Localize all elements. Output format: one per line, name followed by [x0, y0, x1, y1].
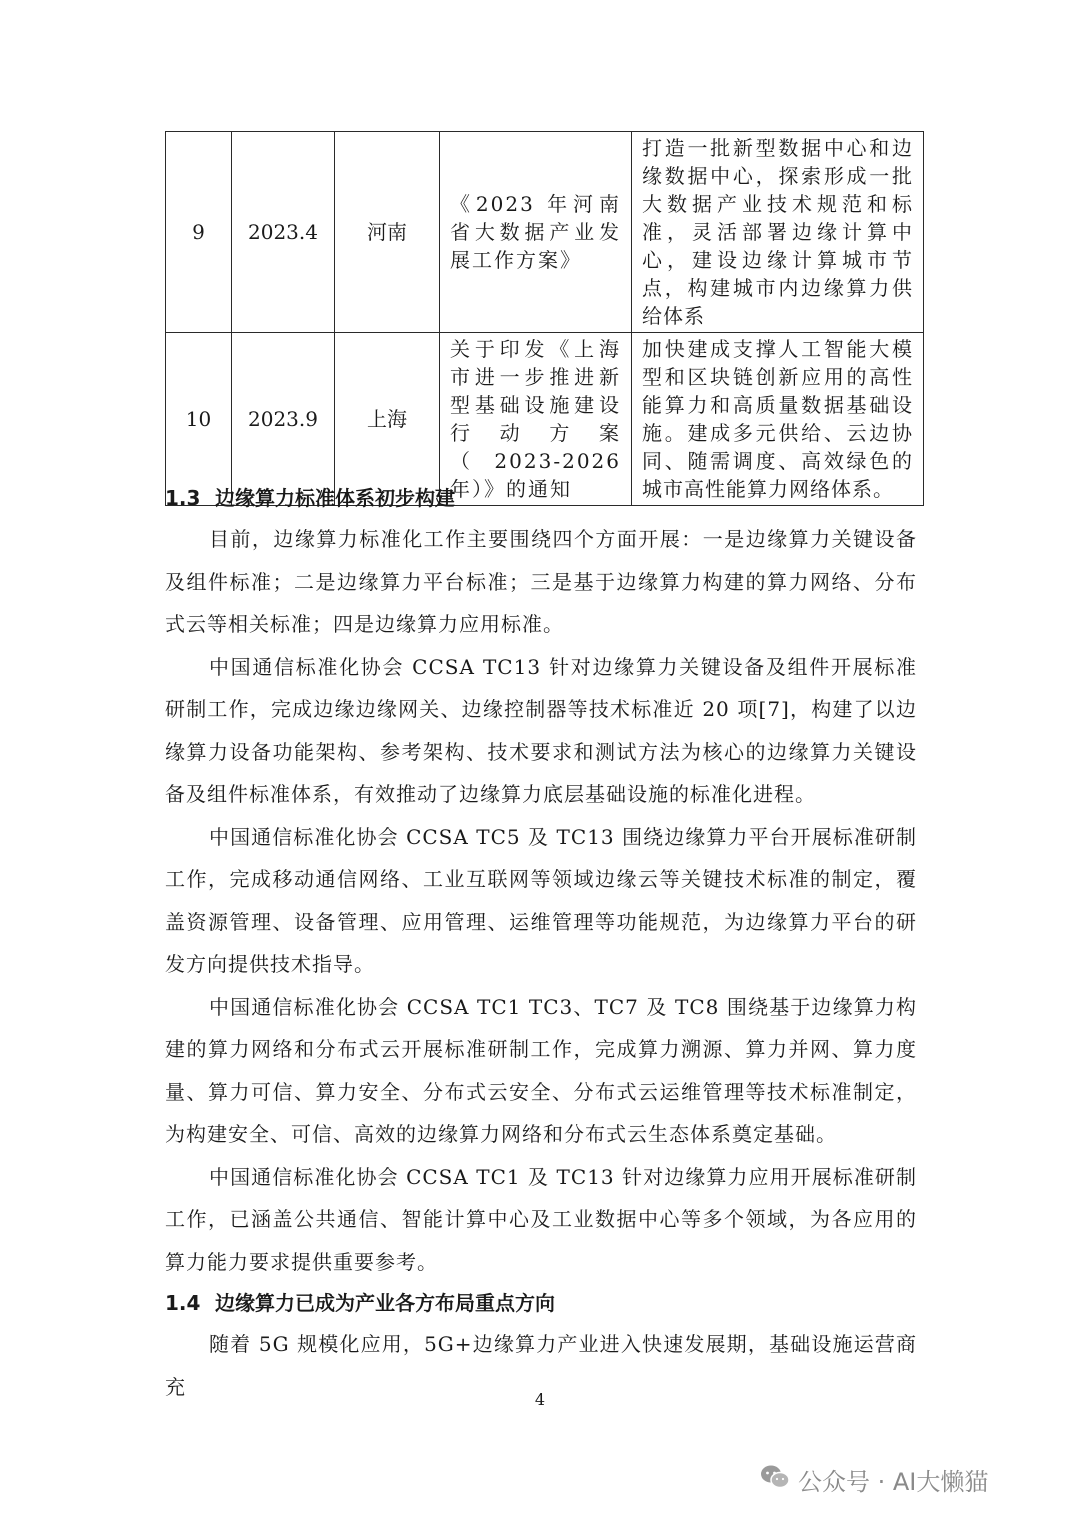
row-date: 2023.4: [232, 132, 335, 333]
section-heading: [165, 1283, 917, 1323]
paragraph: 中国通信标准化协会 CCSA TC1 TC3、TC7 及 TC8 围绕基于边缘算力构建的算力网络和分布式云开展标准研制工作，完成算力溯源、算力并网、算力度量、算力可信、算力安全、分布式云安全、分布式云运维管理等技术标准制定，为构建安全、可信、高效的边缘算力网络和分布式云生态体系奠定基础。: [165, 994, 917, 1146]
row-number: 10: [166, 333, 232, 506]
policy-table: [165, 131, 924, 506]
section-number: 1.3: [165, 486, 201, 510]
row-date: 2023.9: [232, 333, 335, 506]
paragraph: 目前，边缘算力标准化工作主要围绕四个方面开展：一是边缘算力关键设备及组件标准；二是边缘算力平台标准；三是基于边缘算力构建的算力网络、分布式云等相关标准；四是边缘算力应用标准。: [165, 527, 917, 636]
watermark: [760, 1462, 988, 1497]
section-title: 边缘算力标准体系初步构建: [215, 486, 455, 510]
row-number: 9: [166, 132, 232, 333]
paragraph: 中国通信标准化协会 CCSA TC13 针对边缘算力关键设备及组件开展标准研制工作，完成边缘边缘网关、边缘控制器等技术标准近 20 项[7]，构建了以边缘算力设备功能架构、参考架构、技术要求和测试方法为核心的边缘算力关键设备及组件标准体系，有效推动了边缘算力底层基础设施的标准化进程。: [165, 654, 917, 806]
row-document: 《2023 年河南省大数据产业发展工作方案》: [440, 132, 632, 333]
row-content: 打造一批新型数据中心和边缘数据中心，探索形成一批大数据产业技术规范和标准，灵活部署边缘计算中心，建设边缘计算城市节点，构建城市内边缘算力供给体系: [632, 132, 924, 333]
paragraph: 中国通信标准化协会 CCSA TC5 及 TC13 围绕边缘算力平台开展标准研制工作，完成移动通信网络、工业互联网等领域边缘云等关键技术标准的制定，覆盖资源管理、设备管理、应用管理、运维管理等功能规范，为边缘算力平台的研发方向提供技术指导。: [165, 824, 917, 976]
row-province: 上海: [335, 333, 440, 506]
page-number: 4: [534, 1390, 546, 1409]
section-heading: [165, 478, 917, 518]
table-row: [166, 132, 924, 333]
paragraph: 随着 5G 规模化应用，5G+边缘算力产业进入快速发展期，基础设施运营商充: [165, 1332, 917, 1399]
row-province: 河南: [335, 132, 440, 333]
row-document: 关于印发《上海市进一步推进新型基础设施建设行动方案（2023-2026 年）》的通知: [440, 333, 632, 506]
paragraph: 中国通信标准化协会 CCSA TC1 及 TC13 针对边缘算力应用开展标准研制工作，已涵盖公共通信、智能计算中心及工业数据中心等多个领域，为各应用的算力能力要求提供重要参考。: [165, 1164, 917, 1274]
body-text: [165, 478, 917, 1408]
watermark-text: 公众号 · AI大懒猫: [798, 1468, 989, 1496]
wechat-icon: [760, 1464, 790, 1496]
row-content: 加快建成支撑人工智能大模型和区块链创新应用的高性能算力和高质量数据基础设施。建成多元供给、云边协同、随需调度、高效绿色的城市高性能算力网络体系。: [632, 333, 924, 506]
section-number: 1.4: [165, 1291, 201, 1315]
section-title: 边缘算力已成为产业各方布局重点方向: [215, 1291, 555, 1315]
